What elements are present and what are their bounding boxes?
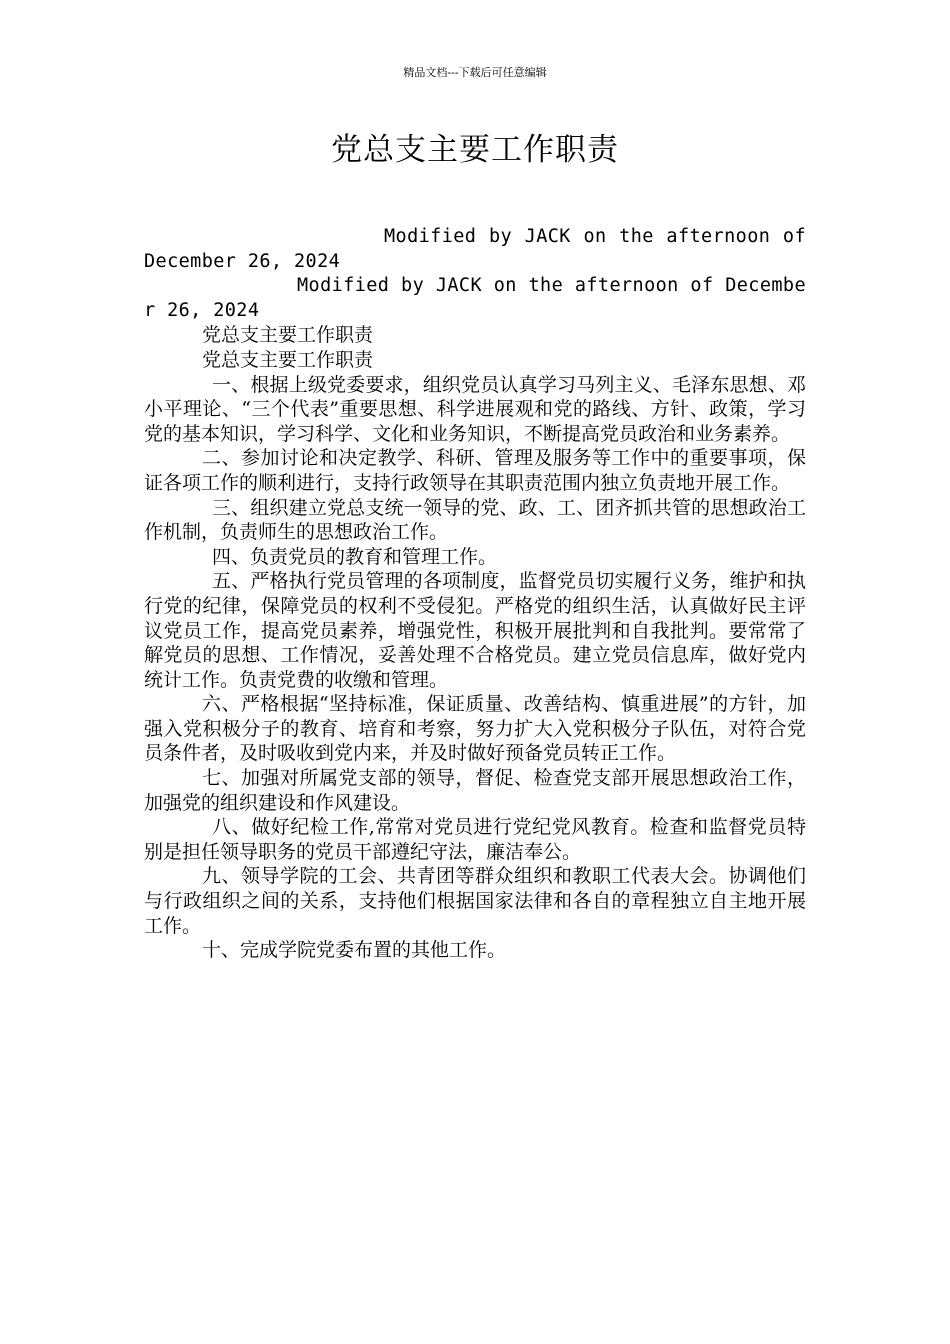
paragraph: 八、做好纪检工作,常常对党员进行党纪党风教育。检查和监督党员特别是担任领导职务的党员干部遵纪守法，廉洁奉公。 bbox=[144, 816, 806, 863]
paragraph: 十、完成学院党委布置的其他工作。 bbox=[202, 939, 507, 962]
document-body bbox=[144, 225, 806, 963]
paragraph: 三、组织建立党总支统一领导的党、政、工、团齐抓共管的思想政治工作机制，负责师生的思想政治工作。 bbox=[144, 496, 806, 544]
header-note: 精品文档---下载后可任意编辑 bbox=[403, 66, 547, 79]
paragraph: 一、根据上级党委要求，组织党员认真学习马列主义、毛泽东思想、邓小平理论、“三个代表”重要思想、科学进展观和党的路线、方针、政策，学习党的基本知识，学习科学、文化和业务知识，不断提高党员政治和业务素养。 bbox=[144, 373, 806, 445]
paragraph: 五、严格执行党员管理的各项制度，监督党员切实履行义务，维护和执行党的纪律，保障党员的权利不受侵犯。严格党的组织生活，认真做好民主评议党员工作，提高党员素养，增强党性，积极开展批判和自我批判。要常常了解党员的思想、工作情况，妥善处理不合格党员。建立党员信息库，做好党内统计工作。负责党费的收缴和管理。 bbox=[144, 570, 806, 691]
document-title: 党总支主要工作职责 bbox=[331, 132, 619, 168]
paragraph: 六、严格根据“坚持标准，保证质量、改善结构、慎重进展”的方针，加强入党积极分子的教育、培育和考察，努力扩大入党积极分子队伍，对符合党员条件者，及时吸收到党内来，并及时做好预备党员转正工作。 bbox=[144, 693, 806, 765]
subtitle: 党总支主要工作职责 bbox=[202, 324, 374, 347]
paragraph: 七、加强对所属党支部的领导，督促、检查党支部开展思想政治工作，加强党的组织建设和作风建设。 bbox=[144, 767, 806, 814]
paragraph: 九、领导学院的工会、共青团等群众组织和教职工代表大会。协调他们与行政组织之间的关系，支持他们根据国家法律和各自的章程独立自主地开展工作。 bbox=[144, 865, 806, 937]
modified-line: Modified by JACK on the afternoon of December 26, 2024 bbox=[144, 275, 806, 321]
paragraph: 二、参加讨论和决定教学、科研、管理及服务等工作中的重要事项，保证各项工作的顺利进行，支持行政领导在其职责范围内独立负责地开展工作。 bbox=[144, 447, 806, 494]
paragraph: 四、负责党员的教育和管理工作。 bbox=[212, 545, 498, 568]
modified-line: Modified by JACK on the afternoon of December 26, 2024 bbox=[144, 226, 806, 272]
subtitle: 党总支主要工作职责 bbox=[202, 348, 374, 371]
